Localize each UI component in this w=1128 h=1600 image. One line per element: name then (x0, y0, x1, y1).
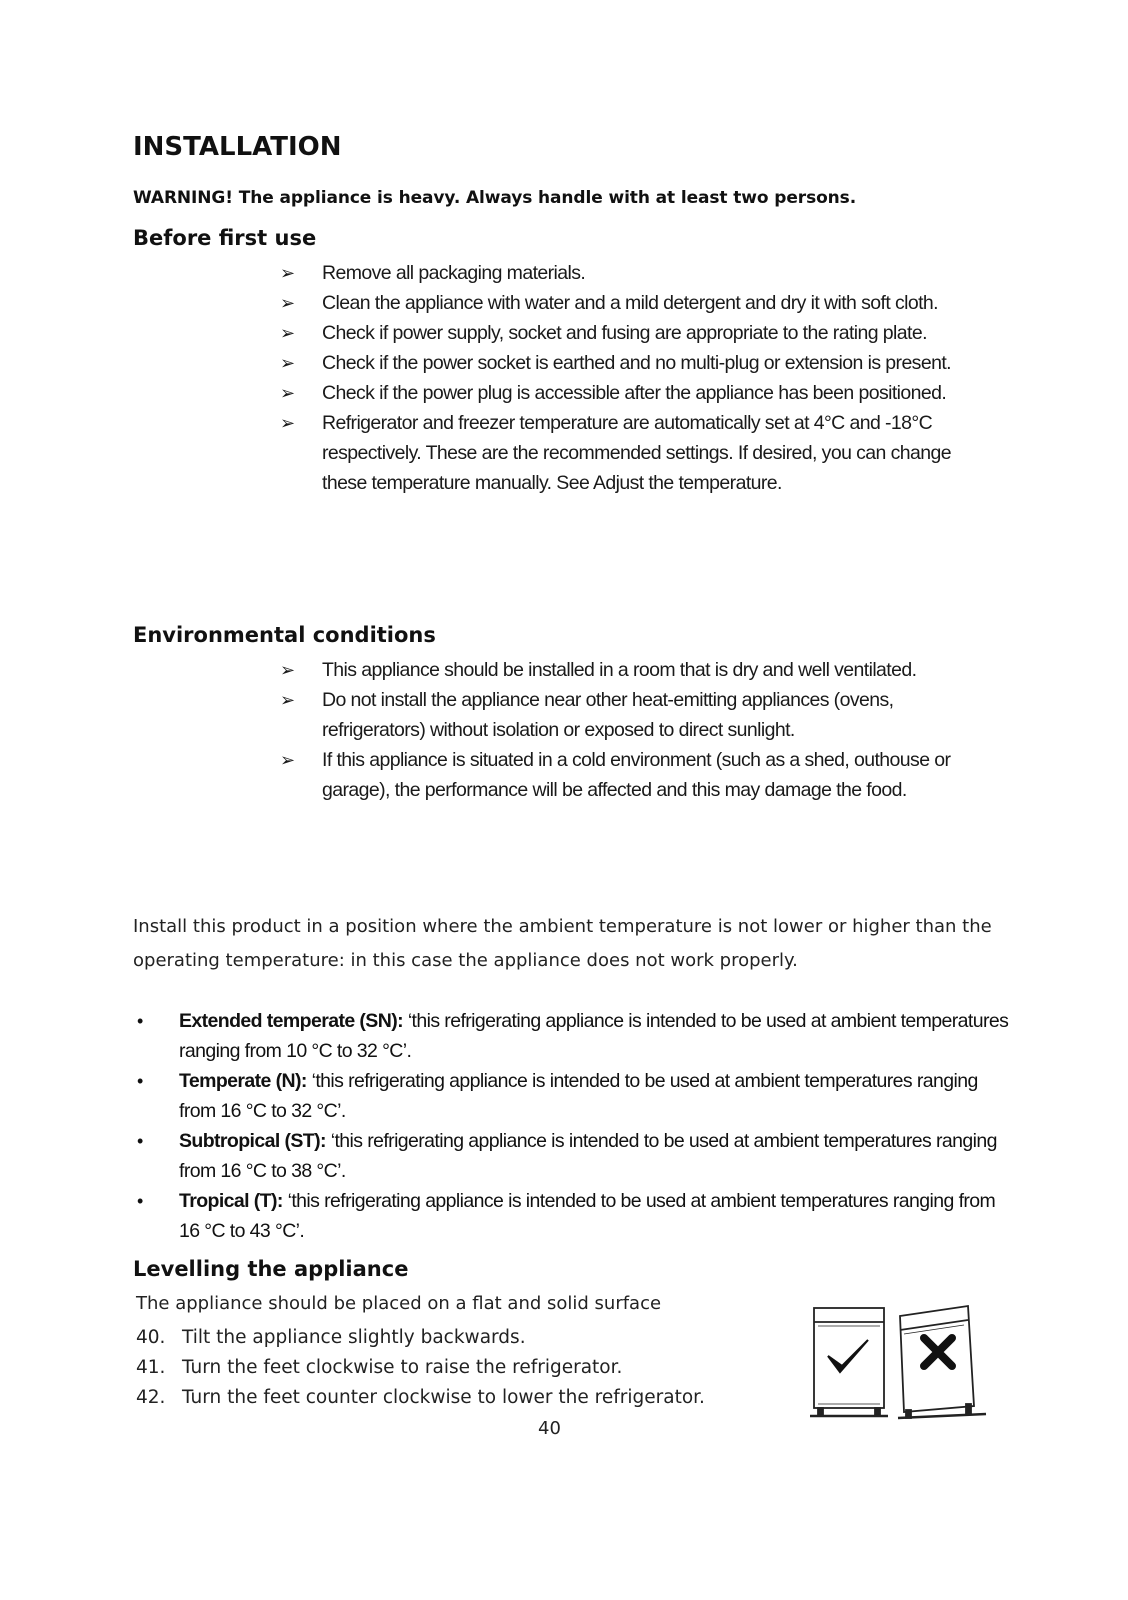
list-item: ➢ Check if the power plug is accessible after the appliance has been positioned. (280, 378, 1000, 408)
list-item: • Temperate (N): ‘this refrigerating appliance is intended to be used at ambient temperatures ranging from 16 °C to 32 °C’. (133, 1066, 1013, 1126)
arrow-bullet-icon: ➢ (280, 383, 295, 403)
arrow-bullet-icon: ➢ (280, 323, 295, 343)
list-item: ➢ If this appliance is situated in a cold environment (such as a shed, outhouse or garage), the performance will be affected and this may damage the food. (280, 745, 1000, 805)
ambient-temperature-paragraph: Install this product in a position where the ambient temperature is not lower or higher than the operating temperature: in this case the appliance does not work properly. (133, 916, 992, 971)
bullet-icon: • (137, 1071, 143, 1091)
before-first-use-list (280, 258, 1000, 498)
arrow-bullet-icon: ➢ (280, 660, 295, 680)
page-number: 40 (538, 1418, 561, 1439)
levelling-illustration (806, 1300, 992, 1426)
arrow-bullet-icon: ➢ (280, 690, 295, 710)
list-item: ➢ This appliance should be installed in a room that is dry and well ventilated. (280, 655, 1000, 685)
page-title: INSTALLATION (133, 132, 342, 162)
levelling-intro: The appliance should be placed on a flat and solid surface (136, 1293, 662, 1314)
bullet-icon: • (137, 1131, 143, 1151)
list-item: • Extended temperate (SN): ‘this refrigerating appliance is intended to be used at ambient temperatures ranging from 10 °C to 32 °C’. (133, 1006, 1013, 1066)
arrow-bullet-icon: ➢ (280, 750, 295, 770)
list-item: • Tropical (T): ‘this refrigerating appliance is intended to be used at ambient temperatures ranging from 16 °C to 43 °C’. (133, 1186, 1013, 1246)
list-item: ➢ Check if the power socket is earthed and no multi-plug or extension is present. (280, 348, 1000, 378)
list-item: 42. Turn the feet counter clockwise to lower the refrigerator. (136, 1387, 705, 1408)
list-item: ➢ Remove all packaging materials. (280, 258, 1000, 288)
list-item: 41. Turn the feet clockwise to raise the refrigerator. (136, 1357, 623, 1378)
arrow-bullet-icon: ➢ (280, 353, 295, 373)
arrow-bullet-icon: ➢ (280, 413, 295, 433)
levelling-steps (136, 1323, 796, 1413)
level-fridge-check-icon (810, 1308, 888, 1416)
list-item: ➢ Refrigerator and freezer temperature are automatically set at 4°C and -18°C respectively. These are the recommended settings. If desired, you can change these temperature manually. See Adjust the temperature. (280, 408, 1000, 498)
climate-class-list (133, 1006, 1013, 1246)
list-item: ➢ Clean the appliance with water and a mild detergent and dry it with soft cloth. (280, 288, 1000, 318)
bullet-icon: • (137, 1191, 143, 1211)
tilted-fridge-cross-icon (898, 1306, 986, 1418)
list-item: 40. Tilt the appliance slightly backwards. (136, 1327, 526, 1348)
heading-levelling: Levelling the appliance (133, 1257, 409, 1281)
environmental-conditions-list (280, 655, 1000, 805)
heading-environmental-conditions: Environmental conditions (133, 623, 436, 647)
warning-text: WARNING! The appliance is heavy. Always handle with at least two persons. (133, 188, 857, 208)
arrow-bullet-icon: ➢ (280, 263, 295, 283)
list-item: • Subtropical (ST): ‘this refrigerating appliance is intended to be used at ambient temperatures ranging from 16 °C to 38 °C’. (133, 1126, 1013, 1186)
arrow-bullet-icon: ➢ (280, 293, 295, 313)
bullet-icon: • (137, 1011, 143, 1031)
heading-before-first-use: Before first use (133, 226, 317, 250)
list-item: ➢ Check if power supply, socket and fusing are appropriate to the rating plate. (280, 318, 1000, 348)
list-item: ➢ Do not install the appliance near other heat-emitting appliances (ovens, refrigerators) without isolation or exposed to direct sunlight. (280, 685, 1000, 745)
